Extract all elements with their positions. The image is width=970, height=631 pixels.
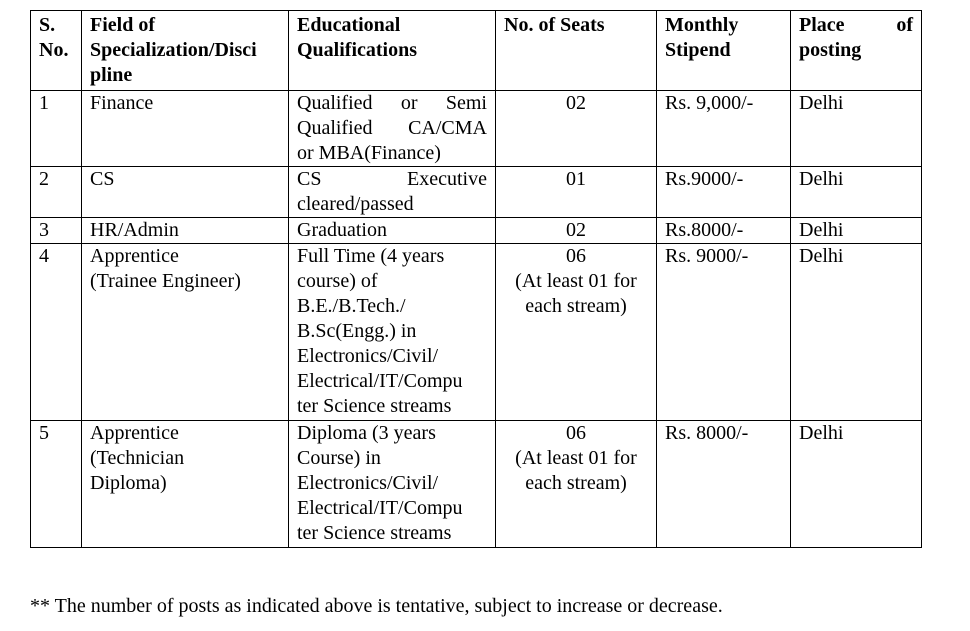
cell-sno: 3 — [31, 218, 82, 244]
cell-seats-line: 01 — [566, 168, 586, 190]
cell-edu-line: B.Sc(Engg.) in — [297, 320, 417, 342]
cell-seats-line: each stream) — [525, 295, 627, 317]
cell-edu-line: Electronics/Civil/ — [297, 472, 439, 494]
cell-seats — [496, 244, 657, 421]
cell-sno: 5 — [31, 421, 82, 548]
cell-edu-line: Full Time (4 years — [297, 245, 445, 267]
cell-place: Delhi — [791, 91, 922, 167]
cell-stipend: Rs. 9,000/- — [657, 91, 791, 167]
header-field-line2: Specialization/Disci — [90, 39, 257, 61]
cell-edu-line: Qualified CA/CMA — [297, 117, 487, 139]
cell-edu-line: Qualified or Semi — [297, 92, 487, 114]
header-seats: No. of Seats — [496, 11, 657, 91]
cell-field — [82, 244, 289, 421]
cell-seats-line: 02 — [566, 219, 586, 241]
cell-field-line: CS — [90, 168, 115, 190]
cell-edu-line: cleared/passed — [297, 193, 414, 215]
cell-stipend: Rs. 9000/- — [657, 244, 791, 421]
cell-place: Delhi — [791, 244, 922, 421]
header-qualifications — [289, 11, 496, 91]
cell-sno: 2 — [31, 167, 82, 218]
cell-seats — [496, 167, 657, 218]
header-sno-line2: No. — [39, 39, 69, 61]
header-field-line1: Field of — [90, 14, 155, 36]
cell-field-line: HR/Admin — [90, 219, 179, 241]
header-place — [791, 11, 922, 91]
cell-field-line: (Technician — [90, 447, 185, 469]
header-row — [31, 11, 922, 91]
cell-sno: 4 — [31, 244, 82, 421]
header-edu-line1: Educational — [297, 14, 401, 36]
cell-seats-line: 02 — [566, 92, 586, 114]
header-field-line3: pline — [90, 64, 133, 86]
cell-edu-line: CS Executive — [297, 168, 487, 190]
table-row — [31, 218, 922, 244]
cell-edu-line: Diploma (3 years — [297, 422, 436, 444]
cell-seats-line: (At least 01 for — [515, 447, 637, 469]
cell-place: Delhi — [791, 421, 922, 548]
footnote: ** The number of posts as indicated above is tentative, subject to increase or decrease. — [30, 595, 723, 617]
cell-field — [82, 218, 289, 244]
header-edu-line2: Qualifications — [297, 39, 418, 61]
cell-place: Delhi — [791, 167, 922, 218]
table-row — [31, 167, 922, 218]
cell-field-line: Apprentice — [90, 245, 179, 267]
cell-qualification — [289, 91, 496, 167]
header-place-line1 — [799, 13, 913, 38]
cell-qualification — [289, 167, 496, 218]
cell-edu-line: Electronics/Civil/ — [297, 345, 439, 367]
header-stipend-line1: Monthly — [665, 14, 739, 36]
cell-seats — [496, 218, 657, 244]
cell-seats-line: 06 — [566, 245, 586, 267]
cell-seats-line: 06 — [566, 422, 586, 444]
cell-seats — [496, 91, 657, 167]
cell-field-line: Apprentice — [90, 422, 179, 444]
header-place-line2: posting — [799, 39, 862, 61]
posts-table — [30, 10, 922, 548]
cell-edu-line: ter Science streams — [297, 522, 452, 544]
cell-field — [82, 167, 289, 218]
table-row — [31, 421, 922, 548]
header-place-word2: of — [896, 14, 913, 36]
table-row — [31, 244, 922, 421]
cell-seats-line: each stream) — [525, 472, 627, 494]
cell-qualification — [289, 218, 496, 244]
header-sno — [31, 11, 82, 91]
cell-seats-line: (At least 01 for — [515, 270, 637, 292]
table-row — [31, 91, 922, 167]
cell-edu-line: ter Science streams — [297, 395, 452, 417]
cell-field-line: (Trainee Engineer) — [90, 270, 241, 292]
cell-edu-line: course) of — [297, 270, 378, 292]
cell-stipend: Rs. 8000/- — [657, 421, 791, 548]
cell-edu-line: or MBA(Finance) — [297, 142, 441, 164]
cell-qualification — [289, 244, 496, 421]
header-sno-line1: S. — [39, 14, 56, 36]
cell-field — [82, 91, 289, 167]
cell-sno: 1 — [31, 91, 82, 167]
cell-field-line: Diploma) — [90, 472, 167, 494]
cell-seats — [496, 421, 657, 548]
cell-edu-line: Course) in — [297, 447, 381, 469]
header-stipend-line2: Stipend — [665, 39, 731, 61]
cell-stipend: Rs.8000/- — [657, 218, 791, 244]
cell-edu-line: B.E./B.Tech./ — [297, 295, 406, 317]
cell-edu-line: Electrical/IT/Compu — [297, 370, 463, 392]
cell-qualification — [289, 421, 496, 548]
cell-edu-line: Electrical/IT/Compu — [297, 497, 463, 519]
header-place-word1: Place — [799, 14, 845, 36]
cell-stipend: Rs.9000/- — [657, 167, 791, 218]
header-stipend — [657, 11, 791, 91]
cell-field-line: Finance — [90, 92, 154, 114]
cell-place: Delhi — [791, 218, 922, 244]
cell-edu-line: Graduation — [297, 219, 387, 241]
header-field — [82, 11, 289, 91]
cell-field — [82, 421, 289, 548]
